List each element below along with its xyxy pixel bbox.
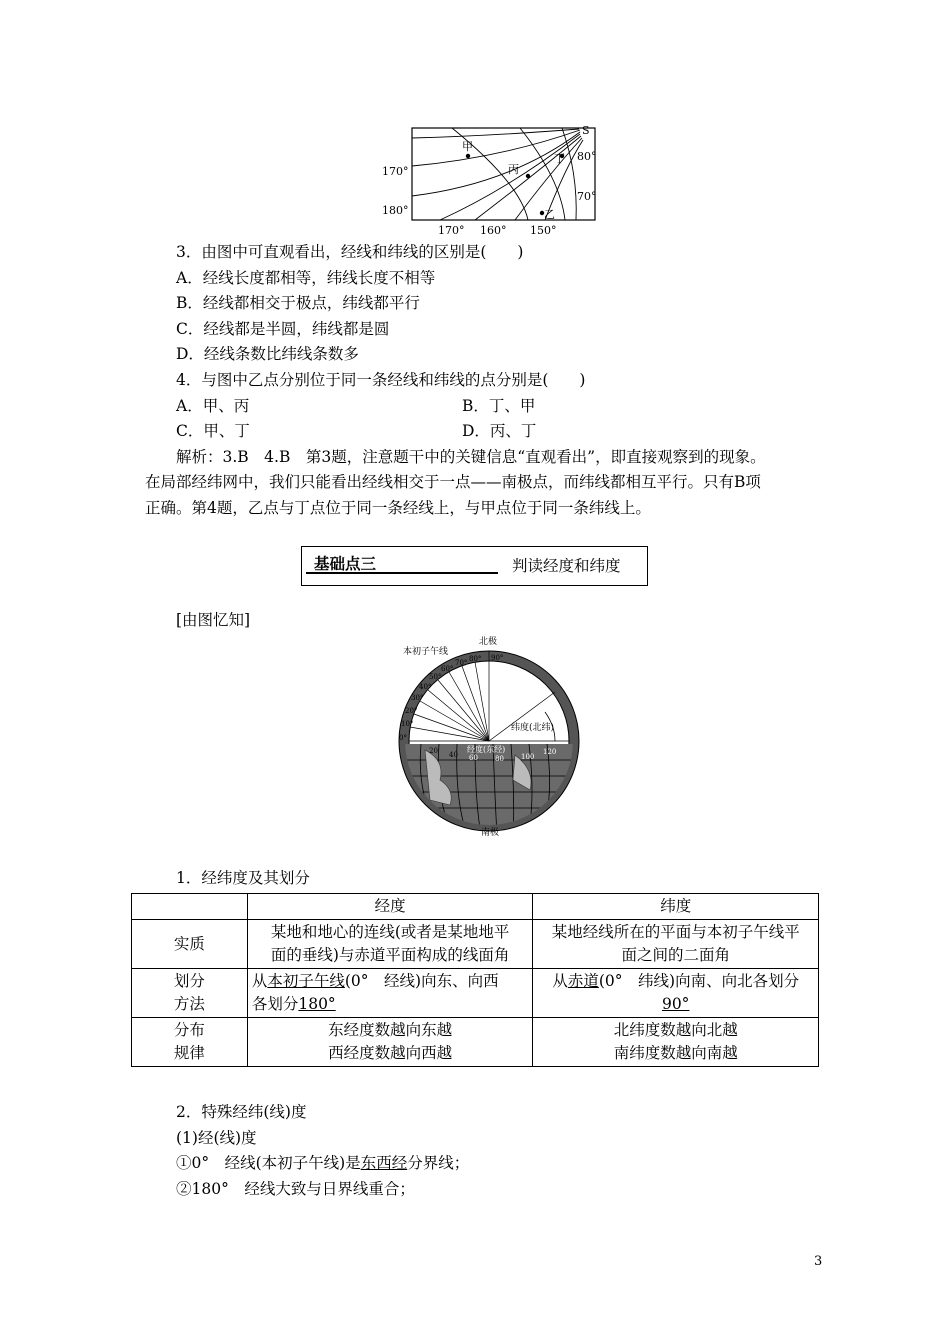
svg-text:20°: 20° [405,707,418,715]
section-title: 判读经度和纬度 [512,557,621,575]
ding-label: 丁 [554,152,565,165]
svg-text:40: 40 [449,751,458,759]
svg-text:70°: 70° [577,190,597,203]
svg-text:160°: 160° [480,224,507,237]
header-latitude: 纬度 [533,894,819,920]
latitude-label: 纬度(北纬) [511,723,555,733]
svg-text:120: 120 [543,748,557,756]
north-pole-label: 北极 [479,637,498,647]
svg-text:80: 80 [495,755,504,763]
svg-text:60: 60 [469,754,478,762]
q3-stem: 3．由图中可直观看出，经线和纬线的区别是( ) [176,243,524,261]
jia-label: 甲 [462,140,473,153]
header-longitude: 经度 [247,894,533,920]
table-row: 划分 方法 从本初子午线(0° 经线)向东、向西 各划分180° 从赤道(0° 纬线)向南、向北各划分 90° [132,969,819,1018]
longitude-label: 经度(东经) [467,745,506,754]
svg-text:40°: 40° [419,683,432,691]
south-pole-label: 南极 [481,828,500,838]
q3-option-b: B．经线都相交于极点，纬线都平行 [176,294,420,312]
svg-text:170°: 170° [438,224,465,237]
analysis-line-1: 解析：3.B 4.B 第3题，注意题干中的关键信息“直观看出”，即直接观察到的现象。 [176,448,766,466]
q4-option-d: D．丙、丁 [462,422,537,440]
table-row: 分布 规律 东经度数越向东越 西经度数越向西越 北纬度数越向北越 南纬度数越向南越 [132,1018,819,1067]
yi-label: 乙 [544,208,555,221]
special-item-1: ①0° 经线(本初子午线)是东西经分界线； [176,1154,470,1172]
graticule-figure [380,118,610,240]
svg-text:70°: 70° [455,659,468,667]
table-row: 实质 某地和地心的连线(或者是某地地平 面的垂线)与赤道平面构成的线面角 某地经线所在的平面与本初子午线平 面之间的二面角 [132,920,819,969]
page-number: 3 [814,1254,823,1269]
svg-text:60°: 60° [441,665,454,673]
section-badge [301,546,648,586]
row-label: 实质 [132,920,248,969]
lat-lon-table [131,893,819,1067]
q3-option-c: C．经线都是半圆，纬线都是圆 [176,320,390,338]
svg-text:0°: 0° [399,734,407,742]
svg-text:150°: 150° [530,224,557,237]
bing-label: 丙 [508,163,519,176]
svg-text:100: 100 [521,753,535,761]
svg-text:10°: 10° [401,720,414,728]
q4-option-a: A．甲、丙 [176,397,250,415]
q4-stem: 4．与图中乙点分别位于同一条经线和纬线的点分别是( ) [176,371,586,389]
corner-s-label: S [582,124,590,137]
svg-text:80°: 80° [577,150,597,163]
table-heading: 1．经纬度及其划分 [176,869,310,887]
table-header-row [132,894,819,920]
section-label: 基础点三 [314,555,377,573]
q3-option-a: A．经线长度都相等，纬线长度不相等 [176,269,436,287]
globe-figure [395,630,585,840]
analysis-line-2: 在局部经纬网中，我们只能看出经线相交于一点——南极点，而纬线都相互平行。只有B项 [145,473,761,491]
q3-option-d: D．经线条数比纬线条数多 [176,345,359,363]
special-item-2: ②180° 经线大致与日界线重合； [176,1180,415,1198]
svg-text:20: 20 [429,747,438,755]
analysis-line-3: 正确。第4题，乙点与丁点位于同一条经线上，与甲点位于同一条纬线上。 [145,499,651,517]
special-sub: (1)经(线)度 [176,1129,257,1147]
svg-text:90°: 90° [491,654,504,662]
prime-meridian-label: 本初子午线 [403,647,449,657]
svg-text:50°: 50° [429,673,442,681]
memo-heading: [由图忆知] [176,611,251,629]
svg-text:30°: 30° [411,694,424,702]
q4-option-c: C．甲、丁 [176,422,250,440]
q4-option-b: B．丁、甲 [462,397,536,415]
svg-text:80°: 80° [469,655,482,663]
svg-text:170°: 170° [382,165,409,178]
svg-text:180°: 180° [382,204,409,217]
special-heading: 2．特殊经纬(线)度 [176,1103,307,1121]
